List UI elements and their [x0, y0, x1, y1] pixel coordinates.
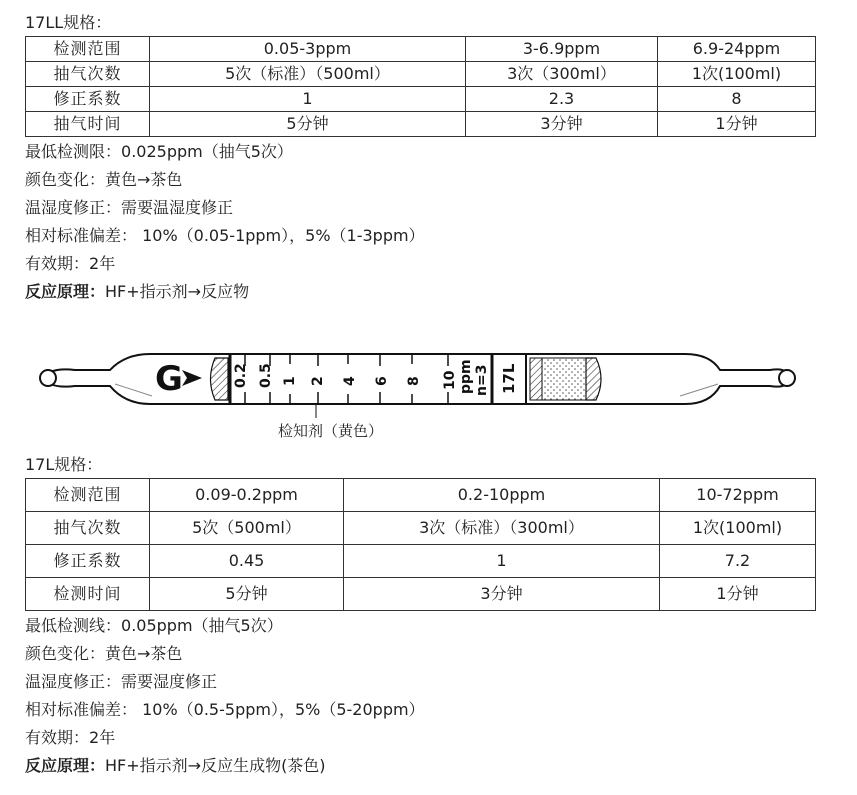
- info-line: 相对标准偏差： 10%（0.05-1ppm），5%（1-3ppm）: [25, 226, 425, 245]
- info-line: 有效期：2年: [25, 728, 116, 747]
- spec-table-17L: [25, 478, 816, 611]
- table-cell: 0.09-0.2ppm: [150, 479, 344, 512]
- n-label: n=3: [474, 364, 490, 396]
- tube-tip-right: [779, 370, 795, 386]
- table-cell: 1: [150, 87, 466, 112]
- tube-tip-left: [40, 370, 56, 386]
- g-logo-letter: G: [155, 359, 183, 399]
- table-cell: 6.9-24ppm: [658, 37, 816, 62]
- table-cell: 1次(100ml): [658, 62, 816, 87]
- table-row: [26, 545, 816, 578]
- scale-label: 0.5: [258, 363, 274, 388]
- row-label: 抽气次数: [26, 512, 150, 545]
- table-cell: 0.2-10ppm: [344, 479, 660, 512]
- table-cell: 1次(100ml): [660, 512, 816, 545]
- info-line: 颜色变化：黄色→茶色: [25, 644, 183, 663]
- dotted-filler: [542, 358, 586, 400]
- table-cell: 8: [658, 87, 816, 112]
- row-label: 检测范围: [26, 479, 150, 512]
- scale-label: 1: [282, 376, 298, 386]
- info-block-17LL: [25, 138, 425, 306]
- table-cell: 5次（500ml）: [150, 512, 344, 545]
- model-label: 17L: [500, 363, 518, 394]
- row-label: 抽气次数: [26, 62, 150, 87]
- table-row: [26, 87, 816, 112]
- table-cell: 0.05-3ppm: [150, 37, 466, 62]
- left-plug: [211, 358, 229, 400]
- table-cell: 5分钟: [150, 578, 344, 611]
- table-cell: 10-72ppm: [660, 479, 816, 512]
- scale-label: 4: [342, 376, 358, 386]
- info-line: 最低检测线：0.05ppm（抽气5次）: [25, 616, 283, 635]
- table-cell: 0.45: [150, 545, 344, 578]
- table-row: [26, 479, 816, 512]
- info-line: 最低检测限：0.025ppm（抽气5次）: [25, 142, 293, 161]
- table-cell: 3次（标准）（300ml）: [344, 512, 660, 545]
- section1-title: 17LL规格：: [25, 13, 112, 32]
- section2-title: 17L规格：: [25, 455, 103, 474]
- table-row: [26, 62, 816, 87]
- table-cell: 5次（标准）（500ml）: [150, 62, 466, 87]
- table-row: [26, 112, 816, 137]
- info-line: 温湿度修正：需要湿度修正: [25, 672, 218, 691]
- scale-label: 8: [406, 376, 422, 386]
- info-line: 有效期：2年: [25, 254, 116, 273]
- info-line: 相对标准偏差： 10%（0.5-5ppm），5%（5-20ppm）: [25, 700, 425, 719]
- scale-label: 6: [374, 376, 390, 386]
- table-cell: 2.3: [466, 87, 658, 112]
- table-cell: 3分钟: [466, 112, 658, 137]
- spec-table-17LL: [25, 36, 816, 137]
- info-line: 颜色变化：黄色→茶色: [25, 170, 183, 189]
- right-hatch-block: [530, 358, 542, 400]
- row-label: 检测时间: [26, 578, 150, 611]
- scale-label: 0.2: [233, 363, 249, 388]
- row-label: 修正系数: [26, 545, 150, 578]
- table-cell: 3分钟: [344, 578, 660, 611]
- info-line: 温湿度修正：需要温湿度修正: [25, 198, 234, 217]
- table-cell: 1分钟: [658, 112, 816, 137]
- row-label: 抽气时间: [26, 112, 150, 137]
- tube-caption: 检知剂（黄色）: [278, 422, 384, 440]
- row-label: 检测范围: [26, 37, 150, 62]
- table-row: [26, 37, 816, 62]
- scale-label: 2: [310, 376, 326, 386]
- info-line-principle: 反应原理：HF+指示剂→反应生成物(茶色): [25, 756, 326, 775]
- table-cell: 5分钟: [150, 112, 466, 137]
- table-cell: 3次（300ml）: [466, 62, 658, 87]
- row-label: 修正系数: [26, 87, 150, 112]
- info-line-principle: 反应原理：HF+指示剂→反应物: [25, 282, 250, 301]
- detector-tube-illustration: [30, 340, 810, 420]
- table-cell: 1分钟: [660, 578, 816, 611]
- table-cell: 1: [344, 545, 660, 578]
- scale-label: 10: [442, 370, 458, 390]
- table-row: [26, 578, 816, 611]
- right-plug: [586, 358, 601, 400]
- table-row: [26, 512, 816, 545]
- table-cell: 7.2: [660, 545, 816, 578]
- table-cell: 3-6.9ppm: [466, 37, 658, 62]
- info-block-17L: [25, 612, 425, 780]
- unit-label: ppm: [458, 359, 474, 394]
